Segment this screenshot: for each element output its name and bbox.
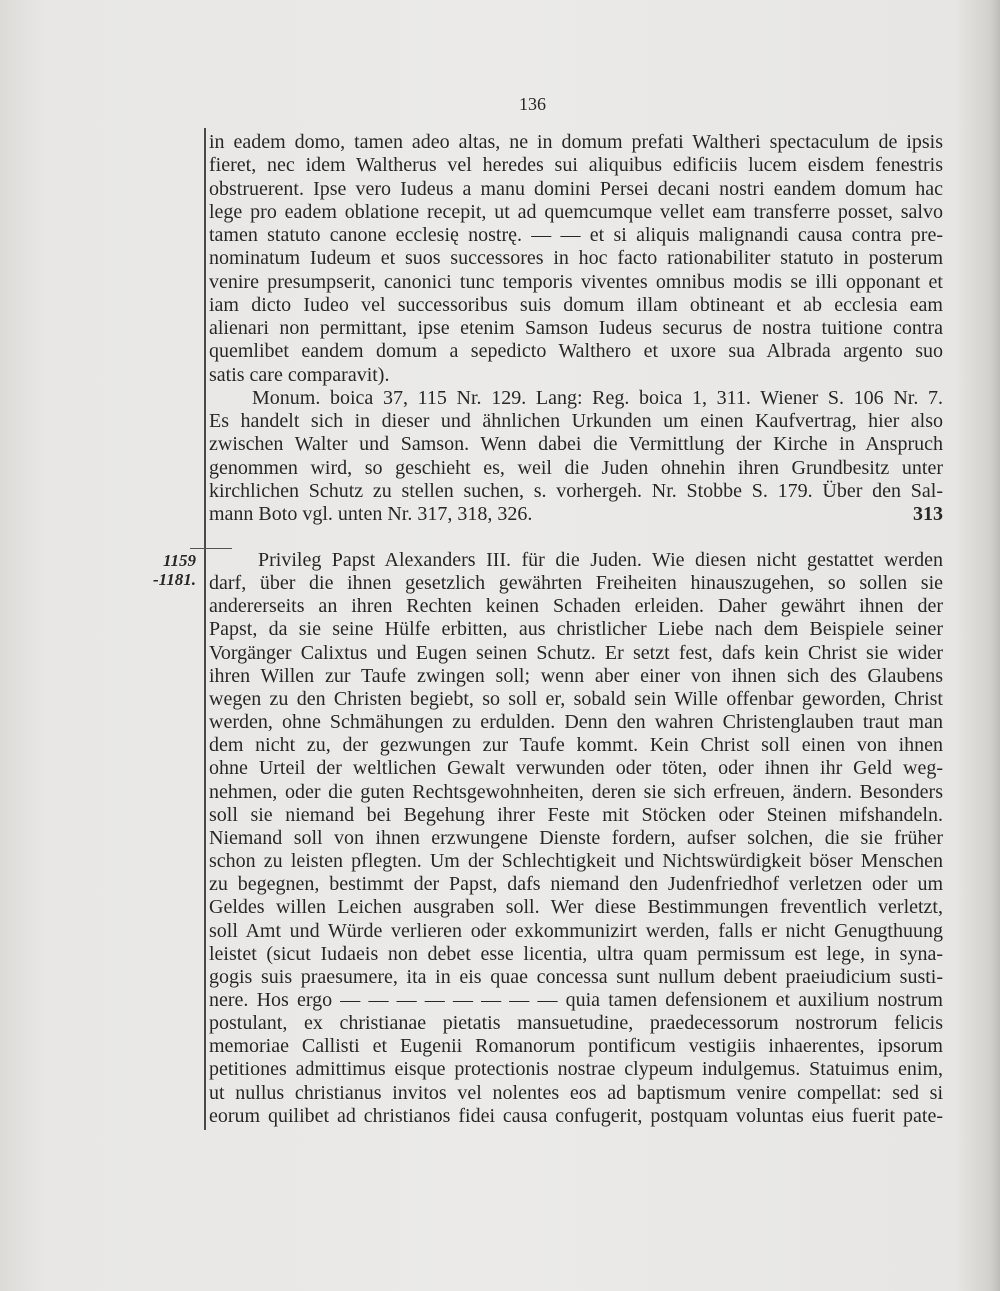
- entry-number: 313: [913, 503, 943, 525]
- entry-line: postulant, ex christianae pietatis mansuetudine, praedecessorum nostrorum felicis: [209, 1012, 943, 1035]
- commentary-line: zwischen Walter und Samson. Wenn dabei die Vermittlung der Kirche in Anspruch: [209, 433, 943, 456]
- text-line: quemlibet eandem domum a sepedicto Walthero et uxore sua Albrada argento suo: [209, 340, 943, 363]
- entry-block: [209, 549, 943, 1128]
- entry-line: ohne Urteil der weltlichen Gewalt verwunden oder töten, oder ihnen ihr Geld weg-: [209, 757, 943, 780]
- entry-line: Niemand soll von ihnen erzwungene Dienste fordern, aufser solchen, die sie früher: [209, 826, 943, 849]
- entry-line: petitiones admittimus eisque protectionis nostrae clypeum indulgemus. Statuimus enim,: [209, 1058, 943, 1081]
- commentary-line: genommen wird, so geschieht es, weil die Juden ohnehin ihren Grundbesitz unter: [209, 456, 943, 479]
- previous-document-block: [209, 131, 943, 526]
- margin-date-end: -1181.: [153, 570, 196, 589]
- commentary-line: Es handelt sich in dieser und ähnlichen Urkunden um einen Kaufvertrag, hier also: [209, 410, 943, 432]
- text-line: tamen statuto canone ecclesię nostrę. — — et si aliquis malignandi causa contra pre-: [209, 224, 943, 246]
- entry-line: Geldes willen Leichen ausgraben soll. Wer diese Bestimmungen freventlich verletzt,: [209, 896, 943, 919]
- entry-line: Privileg Papst Alexanders III. für die Juden. Wie diesen nicht gestattet werden: [258, 549, 943, 571]
- entry-line: dem nicht zu, der gezwungen zur Taufe kommt. Kein Christ soll einen von ihnen: [209, 734, 943, 757]
- entry-line: soll sie niemand bei Begehung ihrer Feste mit Stöcken oder Steinen mifshandeln.: [209, 803, 943, 826]
- entry-line: schon zu leisten pflegten. Um der Schlechtigkeit und Nichtswürdigkeit böser Menschen: [209, 850, 943, 873]
- margin-date: [120, 551, 196, 589]
- text-line: nominatum Iudeum et suos successores in hoc facto rationabiliter statuto in posterum: [209, 247, 943, 270]
- entry-line: zu begegnen, bestimmt der Papst, dafs niemand den Judenfriedhof verletzen oder um: [209, 873, 943, 896]
- page-number: 136: [519, 94, 546, 114]
- entry-line: andererseits an ihren Rechten keinen Schaden erleiden. Daher gewährt ihnen der: [209, 595, 943, 618]
- text-line: fieret, nec idem Waltherus vel heredes sui aliquibus edificiis lucem eisdem fenestris: [209, 154, 943, 177]
- text-line: venire presumpserit, canonici tunc temporis viventes omnibus modis se illi opponant et: [209, 270, 943, 293]
- entry-line: ut nullus christianus invitos vel nolentes eos ad baptismum venire compellat: sed si: [209, 1081, 943, 1104]
- text-line: lege pro eadem oblatione recepit, ut ad quemcumque vellet eam transferre posset, salvo: [209, 200, 943, 223]
- source-reference: Monum. boica 37, 115 Nr. 129. Lang: Reg. boica 1, 311. Wiener S. 106 Nr. 7.: [252, 386, 943, 409]
- text-line: satis care comparavit).: [209, 363, 390, 386]
- entry-line: gogis suis praesumere, ita in eis quae concessa sunt nullum debent praeiudicium susti-: [209, 965, 943, 988]
- entry-line: soll Amt und Würde verlieren oder exkommunizirt werden, falls er nicht Genugthuung: [209, 919, 943, 942]
- entry-line: nehmen, oder die guten Rechtsgewohnheiten, deren sie sich erfreuen, ändern. Besonders: [209, 780, 943, 803]
- entry-line: Papst, da sie seine Hülfe erbitten, aus christlicher Liebe nach dem Beispiele seiner: [209, 618, 943, 641]
- entry-line: darf, über die ihnen gesetzlich gewährten Freiheiten hinauszugehen, so sollen sie: [209, 572, 943, 595]
- entry-line: leistet (sicut Iudaeis non debet esse licentia, ultra quam permissum est lege, in syna-: [209, 942, 943, 965]
- commentary-last-line: [209, 503, 943, 526]
- entry-line: eorum quilibet ad christianos fidei causa confugerit, postquam voluntas eius fuerit pate-: [209, 1104, 943, 1127]
- commentary-line: kirchlichen Schutz zu stellen suchen, s. vorhergeh. Nr. Stobbe S. 179. Über den Sal-: [209, 479, 943, 502]
- entry-line: wegen zu den Christen begiebt, so soll er, sobald sein Wille offenbar geworden, Christ: [209, 687, 943, 710]
- margin-rule: [204, 128, 206, 1130]
- cross-reference-text: mann Boto vgl. unten Nr. 317, 318, 326.: [209, 503, 533, 525]
- text-line: alienari non permittant, ipse etenim Samson Iudeus securus de nostra tuitione contra: [209, 317, 943, 339]
- entry-line: ihren Willen zur Taufe zwingen soll; wenn aber einer von ihnen sich des Glaubens: [209, 664, 943, 687]
- entry-line: memoriae Callisti et Eugenii Romanorum pontificum vestigiis inhaerentes, ipsorum: [209, 1035, 943, 1058]
- text-line: iam dicto Iudeo vel successoribus suis domum illam obtineant et ab ecclesia eam: [209, 293, 943, 316]
- margin-date-start: 1159: [162, 551, 196, 570]
- entry-line: nere. Hos ergo — — — — — — — — quia tamen defensionem et auxilium nostrum: [209, 988, 943, 1011]
- text-line: obstruerent. Ipse vero Iudeus a manu domini Persei decani nostri eandem domum hac: [209, 177, 943, 200]
- entry-line: Vorgänger Calixtus und Eugen seinen Schutz. Er setzt fest, dafs kein Christ sie wider: [209, 641, 943, 664]
- text-line: in eadem domo, tamen adeo altas, ne in domum prefati Waltheri spectaculum de ipsis: [209, 131, 943, 153]
- entry-line: werden, ohne Schmähungen zu erdulden. Denn den wahren Christenglauben traut man: [209, 711, 943, 734]
